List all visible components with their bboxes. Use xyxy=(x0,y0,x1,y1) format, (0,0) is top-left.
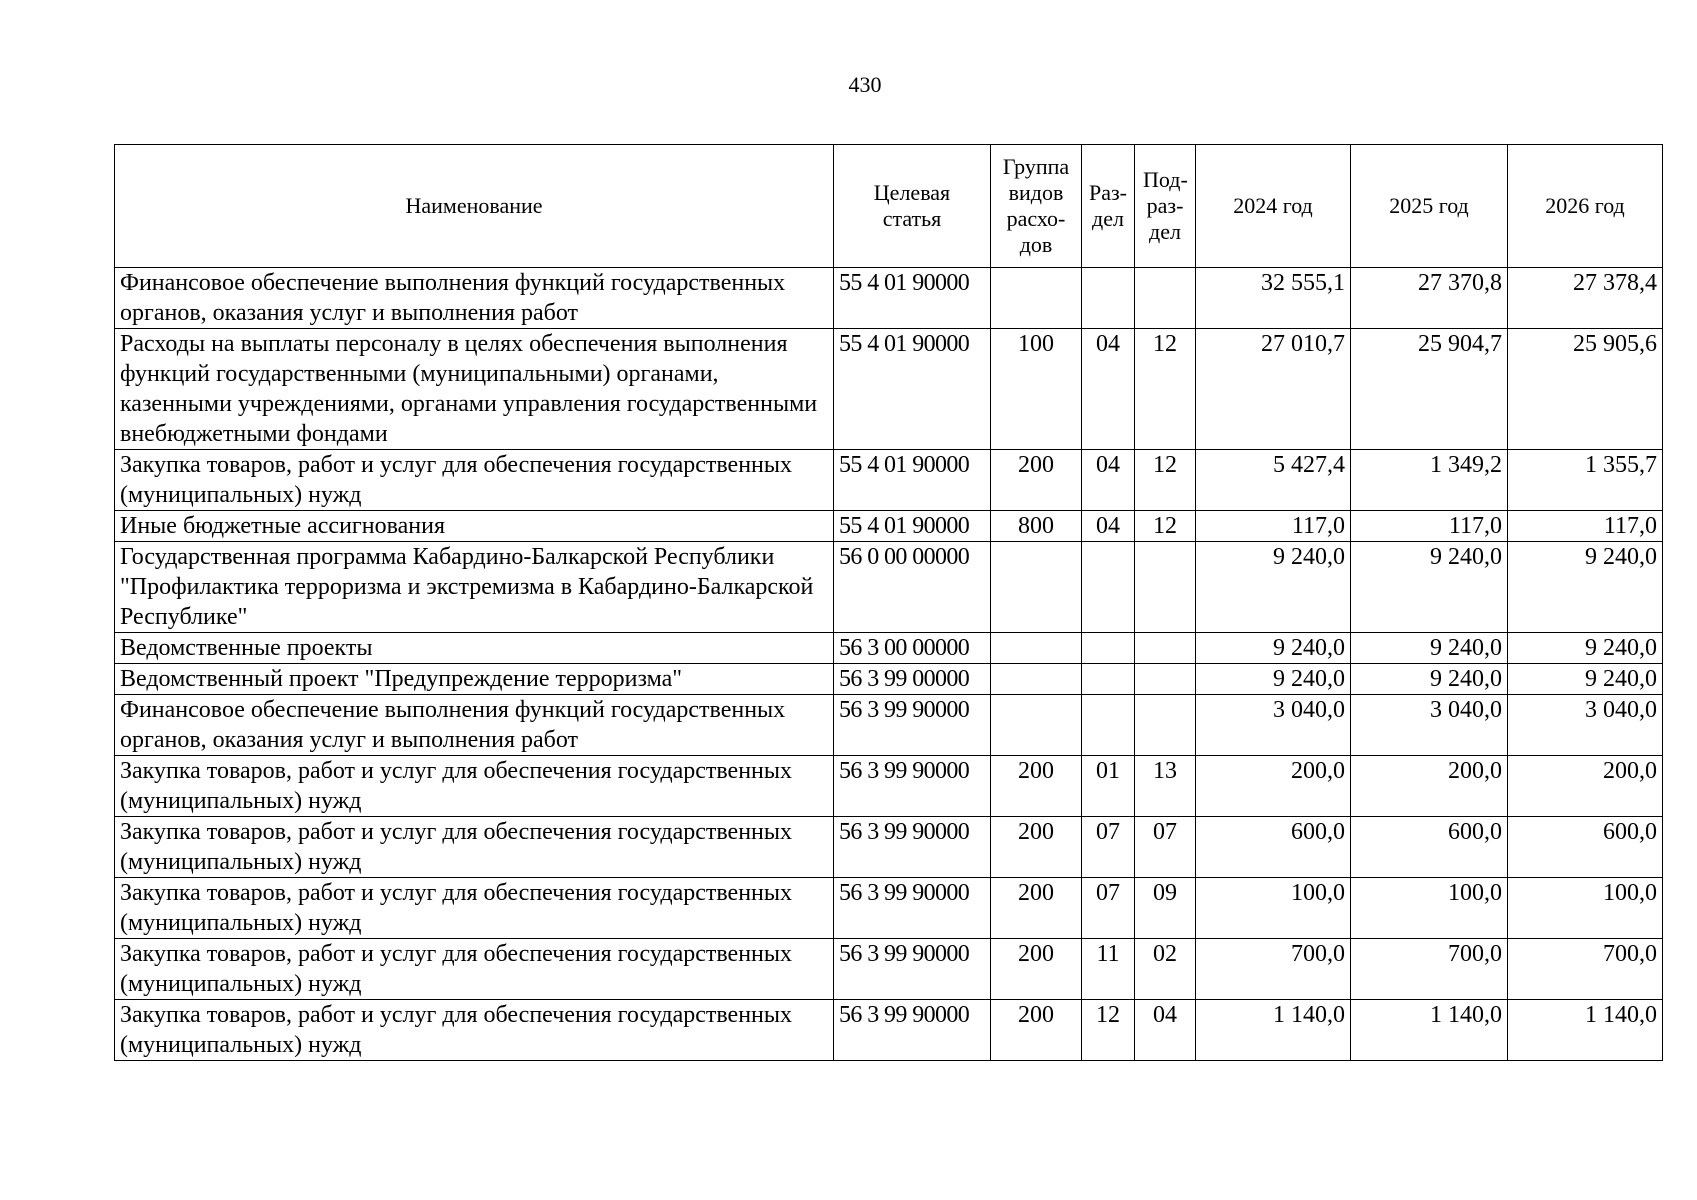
cell-section: 04 xyxy=(1082,329,1135,450)
cell-year-2025: 27 370,8 xyxy=(1351,268,1508,329)
cell-year-2026: 1 140,0 xyxy=(1508,1000,1663,1061)
cell-year-2026: 1 355,7 xyxy=(1508,450,1663,511)
cell-expense-group xyxy=(991,664,1082,695)
cell-expense-group: 100 xyxy=(991,329,1082,450)
cell-target-article: 56 3 99 90000 xyxy=(834,695,991,756)
table-row xyxy=(115,1000,1663,1061)
table-header-row xyxy=(115,145,1663,268)
cell-name: Иные бюджетные ассигнования xyxy=(115,511,834,542)
cell-section: 04 xyxy=(1082,450,1135,511)
cell-year-2026: 9 240,0 xyxy=(1508,633,1663,664)
cell-target-article: 56 3 99 90000 xyxy=(834,1000,991,1061)
header-year-2025: 2025 год xyxy=(1351,145,1508,268)
cell-name: Ведомственный проект "Предупреждение терроризма" xyxy=(115,664,834,695)
header-expense-group xyxy=(991,145,1082,268)
cell-year-2024: 27 010,7 xyxy=(1196,329,1351,450)
cell-year-2024: 3 040,0 xyxy=(1196,695,1351,756)
cell-target-article: 56 3 99 90000 xyxy=(834,878,991,939)
table-row xyxy=(115,542,1663,633)
cell-name: Закупка товаров, работ и услуг для обеспечения государственных (муниципальных) нужд xyxy=(115,939,834,1000)
cell-subsection xyxy=(1135,633,1196,664)
cell-year-2024: 9 240,0 xyxy=(1196,633,1351,664)
cell-subsection: 13 xyxy=(1135,756,1196,817)
cell-name: Закупка товаров, работ и услуг для обеспечения государственных (муниципальных) нужд xyxy=(115,878,834,939)
table-row xyxy=(115,878,1663,939)
cell-target-article: 55 4 01 90000 xyxy=(834,329,991,450)
cell-target-article: 56 3 99 90000 xyxy=(834,756,991,817)
cell-section: 01 xyxy=(1082,756,1135,817)
cell-subsection: 04 xyxy=(1135,1000,1196,1061)
cell-section xyxy=(1082,695,1135,756)
header-year-2024: 2024 год xyxy=(1196,145,1351,268)
table-row xyxy=(115,329,1663,450)
table-row xyxy=(115,695,1663,756)
cell-expense-group xyxy=(991,633,1082,664)
header-target-article-text: Целевая статья xyxy=(873,180,951,231)
cell-expense-group xyxy=(991,542,1082,633)
cell-subsection xyxy=(1135,695,1196,756)
cell-year-2024: 9 240,0 xyxy=(1196,664,1351,695)
cell-target-article: 55 4 01 90000 xyxy=(834,511,991,542)
cell-subsection: 02 xyxy=(1135,939,1196,1000)
page-number: 430 xyxy=(848,72,882,97)
cell-section xyxy=(1082,268,1135,329)
cell-year-2024: 117,0 xyxy=(1196,511,1351,542)
cell-section xyxy=(1082,633,1135,664)
cell-year-2024: 9 240,0 xyxy=(1196,542,1351,633)
cell-name: Закупка товаров, работ и услуг для обеспечения государственных (муниципальных) нужд xyxy=(115,817,834,878)
cell-expense-group: 800 xyxy=(991,511,1082,542)
cell-target-article: 55 4 01 90000 xyxy=(834,268,991,329)
cell-year-2026: 700,0 xyxy=(1508,939,1663,1000)
cell-expense-group xyxy=(991,268,1082,329)
cell-subsection: 12 xyxy=(1135,450,1196,511)
cell-year-2026: 9 240,0 xyxy=(1508,542,1663,633)
header-expense-group-text: Группа видов расхо-дов xyxy=(1002,154,1070,257)
header-target-article xyxy=(834,145,991,268)
cell-year-2024: 32 555,1 xyxy=(1196,268,1351,329)
header-subsection-text: Под-раз-дел xyxy=(1143,167,1188,244)
cell-expense-group: 200 xyxy=(991,1000,1082,1061)
cell-subsection xyxy=(1135,542,1196,633)
cell-year-2025: 9 240,0 xyxy=(1351,542,1508,633)
header-year-2026: 2026 год xyxy=(1508,145,1663,268)
table-row xyxy=(115,664,1663,695)
cell-name: Ведомственные проекты xyxy=(115,633,834,664)
cell-target-article: 56 3 99 90000 xyxy=(834,817,991,878)
cell-expense-group: 200 xyxy=(991,756,1082,817)
cell-name: Финансовое обеспечение выполнения функций государственных органов, оказания услуг и выполнения работ xyxy=(115,268,834,329)
cell-name: Закупка товаров, работ и услуг для обеспечения государственных (муниципальных) нужд xyxy=(115,450,834,511)
cell-subsection: 12 xyxy=(1135,329,1196,450)
cell-year-2025: 9 240,0 xyxy=(1351,664,1508,695)
budget-table xyxy=(114,144,1663,1061)
cell-year-2025: 9 240,0 xyxy=(1351,633,1508,664)
cell-section xyxy=(1082,542,1135,633)
cell-year-2025: 117,0 xyxy=(1351,511,1508,542)
cell-year-2026: 9 240,0 xyxy=(1508,664,1663,695)
cell-subsection: 12 xyxy=(1135,511,1196,542)
cell-target-article: 56 3 00 00000 xyxy=(834,633,991,664)
table-row xyxy=(115,817,1663,878)
cell-expense-group: 200 xyxy=(991,939,1082,1000)
cell-expense-group: 200 xyxy=(991,450,1082,511)
cell-year-2026: 3 040,0 xyxy=(1508,695,1663,756)
cell-year-2025: 100,0 xyxy=(1351,878,1508,939)
table-row xyxy=(115,756,1663,817)
cell-section: 07 xyxy=(1082,817,1135,878)
cell-section: 11 xyxy=(1082,939,1135,1000)
cell-year-2024: 700,0 xyxy=(1196,939,1351,1000)
cell-subsection: 09 xyxy=(1135,878,1196,939)
cell-section: 04 xyxy=(1082,511,1135,542)
cell-year-2026: 25 905,6 xyxy=(1508,329,1663,450)
cell-section: 07 xyxy=(1082,878,1135,939)
header-section xyxy=(1082,145,1135,268)
cell-section: 12 xyxy=(1082,1000,1135,1061)
cell-name: Закупка товаров, работ и услуг для обеспечения государственных (муниципальных) нужд xyxy=(115,756,834,817)
cell-year-2026: 200,0 xyxy=(1508,756,1663,817)
header-subsection xyxy=(1135,145,1196,268)
cell-target-article: 56 0 00 00000 xyxy=(834,542,991,633)
cell-target-article: 55 4 01 90000 xyxy=(834,450,991,511)
cell-expense-group: 200 xyxy=(991,817,1082,878)
cell-year-2026: 27 378,4 xyxy=(1508,268,1663,329)
cell-name: Закупка товаров, работ и услуг для обеспечения государственных (муниципальных) нужд xyxy=(115,1000,834,1061)
cell-name: Финансовое обеспечение выполнения функций государственных органов, оказания услуг и выполнения работ xyxy=(115,695,834,756)
cell-name: Расходы на выплаты персоналу в целях обеспечения выполнения функций государственными (муниципальными) органами, казенными учреждениями, органами управления государственными внебюджетными фондами xyxy=(115,329,834,450)
cell-year-2024: 100,0 xyxy=(1196,878,1351,939)
cell-expense-group: 200 xyxy=(991,878,1082,939)
cell-year-2024: 5 427,4 xyxy=(1196,450,1351,511)
cell-year-2025: 700,0 xyxy=(1351,939,1508,1000)
table-row xyxy=(115,633,1663,664)
table-row xyxy=(115,268,1663,329)
table-row xyxy=(115,939,1663,1000)
header-name: Наименование xyxy=(115,145,834,268)
table-row xyxy=(115,450,1663,511)
cell-year-2026: 600,0 xyxy=(1508,817,1663,878)
header-section-text: Раз-дел xyxy=(1088,180,1128,231)
cell-year-2024: 200,0 xyxy=(1196,756,1351,817)
cell-section xyxy=(1082,664,1135,695)
cell-year-2025: 200,0 xyxy=(1351,756,1508,817)
cell-target-article: 56 3 99 90000 xyxy=(834,939,991,1000)
cell-year-2024: 1 140,0 xyxy=(1196,1000,1351,1061)
cell-year-2025: 600,0 xyxy=(1351,817,1508,878)
table-row xyxy=(115,511,1663,542)
cell-year-2026: 100,0 xyxy=(1508,878,1663,939)
cell-year-2025: 1 140,0 xyxy=(1351,1000,1508,1061)
cell-target-article: 56 3 99 00000 xyxy=(834,664,991,695)
cell-year-2024: 600,0 xyxy=(1196,817,1351,878)
cell-name: Государственная программа Кабардино-Балкарской Республики "Профилактика терроризма и экстремизма в Кабардино-Балкарской Республике" xyxy=(115,542,834,633)
cell-year-2026: 117,0 xyxy=(1508,511,1663,542)
cell-subsection: 07 xyxy=(1135,817,1196,878)
table-body xyxy=(115,268,1663,1061)
cell-year-2025: 3 040,0 xyxy=(1351,695,1508,756)
cell-subsection xyxy=(1135,664,1196,695)
cell-expense-group xyxy=(991,695,1082,756)
cell-subsection xyxy=(1135,268,1196,329)
cell-year-2025: 1 349,2 xyxy=(1351,450,1508,511)
cell-year-2025: 25 904,7 xyxy=(1351,329,1508,450)
